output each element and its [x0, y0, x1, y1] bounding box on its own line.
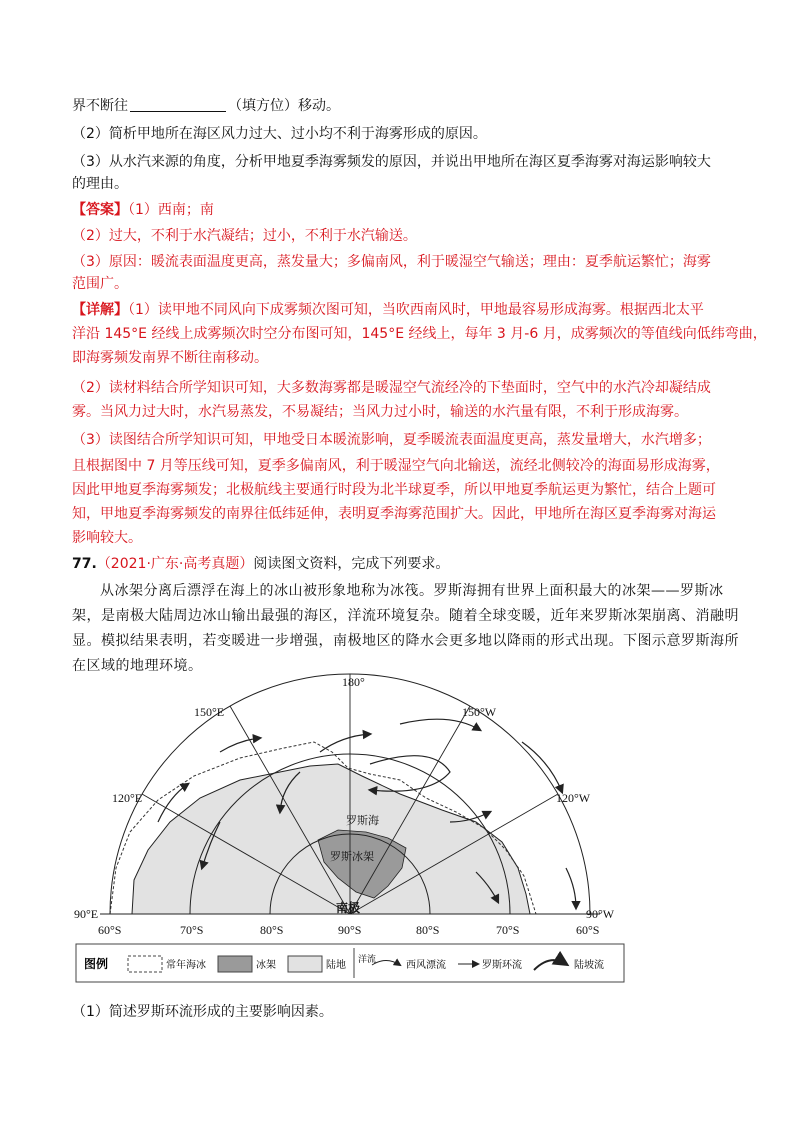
- lon-label-180: 180°: [342, 675, 365, 689]
- west-wind-drift-arrow: [566, 868, 576, 908]
- answer-blank[interactable]: [130, 97, 226, 112]
- lat-label: 70°S: [496, 923, 520, 937]
- west-wind-drift-arrow: [220, 738, 260, 752]
- legend-ross-gyre: 罗斯环流: [482, 960, 522, 971]
- question-3-cont: 的理由。: [72, 176, 128, 192]
- detail-3: 即海雾频发南界不断往南移动。: [72, 350, 268, 366]
- detail-8: 因此甲地夏季海雾频发；北极航线主要通行时段为北半球夏季，所以甲地夏季航运更为繁忙，结合上题可: [72, 482, 716, 498]
- legend-current-group: 洋流: [358, 954, 377, 964]
- map-legend: [76, 944, 624, 982]
- legend-ice-shelf-swatch: [218, 956, 252, 972]
- detail-7: 且根据图中 7 月等压线可知，夏季多偏南风，利于暖湿空气向北输送，流经北侧较冷的海面易形成海雾，: [72, 458, 720, 474]
- detail-5: 雾。当风力过大时，水汽易蒸发，不易凝结；当风力过小时，输送的水汽量有限，不利于形成海雾。: [72, 404, 688, 420]
- ross-ice-shelf-label: 罗斯冰架: [330, 851, 374, 863]
- lon-label-120w: 120°W: [556, 791, 591, 805]
- south-pole-label: 南极: [336, 901, 361, 915]
- legend-title: 图例: [84, 957, 109, 971]
- lat-label: 80°S: [416, 923, 440, 937]
- legend-ice-shelf: 冰架: [256, 960, 276, 971]
- west-wind-drift-arrow: [522, 742, 562, 792]
- question-3: （3）从水汽来源的角度，分析甲地夏季海雾频发的原因，并说出甲地所在海区夏季海雾对海运影响较大: [72, 154, 711, 170]
- detail-9: 知，甲地夏季海雾频发的南界往低纬延伸，表明夏季海雾范围扩大。因此，甲地所在海区夏季海雾对海运: [72, 506, 716, 522]
- lon-label-150e: 150°E: [194, 705, 225, 719]
- lat-label: 70°S: [180, 923, 204, 937]
- answer-3: （3）原因：暖流表面温度更高，蒸发量大；多偏南风，利于暖湿空气输送；理由：夏季航运繁忙；海雾: [72, 254, 711, 270]
- reading-passage: 从冰架分离后漂浮在海上的冰山被形象地称为冰筏。罗斯海拥有世界上面积最大的冰架——罗斯冰 架，是南极大陆周边冰山输出最强的海区，洋流环境复杂。随着全球变暖，近年来罗斯冰架崩离、消融明 显。模拟结果表明，若变暖进一步增强，南极地区的降水会更多地以降雨的形式出现。下图示意罗斯海所 在区域的地理环境。: [72, 583, 739, 674]
- question-77-header: 77.（2021·广东·高考真题）阅读图文资料，完成下列要求。: [72, 556, 450, 572]
- lon-label-90e: 90°E: [74, 907, 99, 921]
- answer-2: （2）过大，不利于水汽凝结；过小，不利于水汽输送。: [72, 228, 417, 244]
- legend-pack-ice: 常年海冰: [166, 960, 206, 971]
- lon-label-90w: 90°W: [586, 907, 615, 921]
- legend-west-wind: 西风漂流: [406, 960, 446, 971]
- legend-slope: 陆坡流: [574, 960, 604, 971]
- question-line-1: 界不断往 （填方位）移动。: [72, 98, 340, 114]
- answer-3-cont: 范围广。: [72, 276, 128, 292]
- ross-sea-map: [70, 672, 630, 990]
- lon-label-150w: 150°W: [462, 705, 497, 719]
- detail-10: 影响较大。: [72, 530, 142, 546]
- lat-label: 60°S: [98, 923, 122, 937]
- lat-label: 60°S: [576, 923, 600, 937]
- legend-land-swatch: [288, 956, 322, 972]
- sub-question-1: （1）简述罗斯环流形成的主要影响因素。: [72, 1004, 333, 1020]
- ross-sea-label: 罗斯海: [346, 815, 379, 827]
- legend-land: 陆地: [326, 960, 346, 971]
- question-number: 77.: [72, 556, 97, 572]
- west-wind-drift-arrow: [400, 719, 480, 730]
- detail-4: （2）读材料结合所学知识可知，大多数海雾都是暖湿空气流经冷的下垫面时，空气中的水汽冷却凝结成: [72, 380, 711, 396]
- question-2: （2）简析甲地所在海区风力过大、过小均不利于海雾形成的原因。: [72, 126, 487, 142]
- question-source: （2021·广东·高考真题）: [96, 556, 254, 572]
- lat-label: 90°S: [338, 923, 362, 937]
- answer-tag: 【答案】: [72, 202, 128, 218]
- answer-1: 【答案】（1）西南；南: [72, 202, 214, 218]
- detail-tag: 【详解】: [72, 302, 128, 318]
- detail-2: 洋沿 145°E 经线上成雾频次时空分布图可知，145°E 经线上，每年 3 月-6 月，成雾频次的等值线向低纬弯曲，: [72, 326, 767, 342]
- lon-label-120e: 120°E: [112, 791, 143, 805]
- detail-6: （3）读图结合所学知识可知，甲地受日本暖流影响，夏季暖流表面温度更高，蒸发量增大，水汽增多；: [72, 432, 711, 448]
- lat-label: 80°S: [260, 923, 284, 937]
- detail-1: 【详解】（1）读甲地不同风向下成雾频次图可知，当吹西南风时，甲地最容易形成海雾。根据西北太平: [72, 302, 704, 318]
